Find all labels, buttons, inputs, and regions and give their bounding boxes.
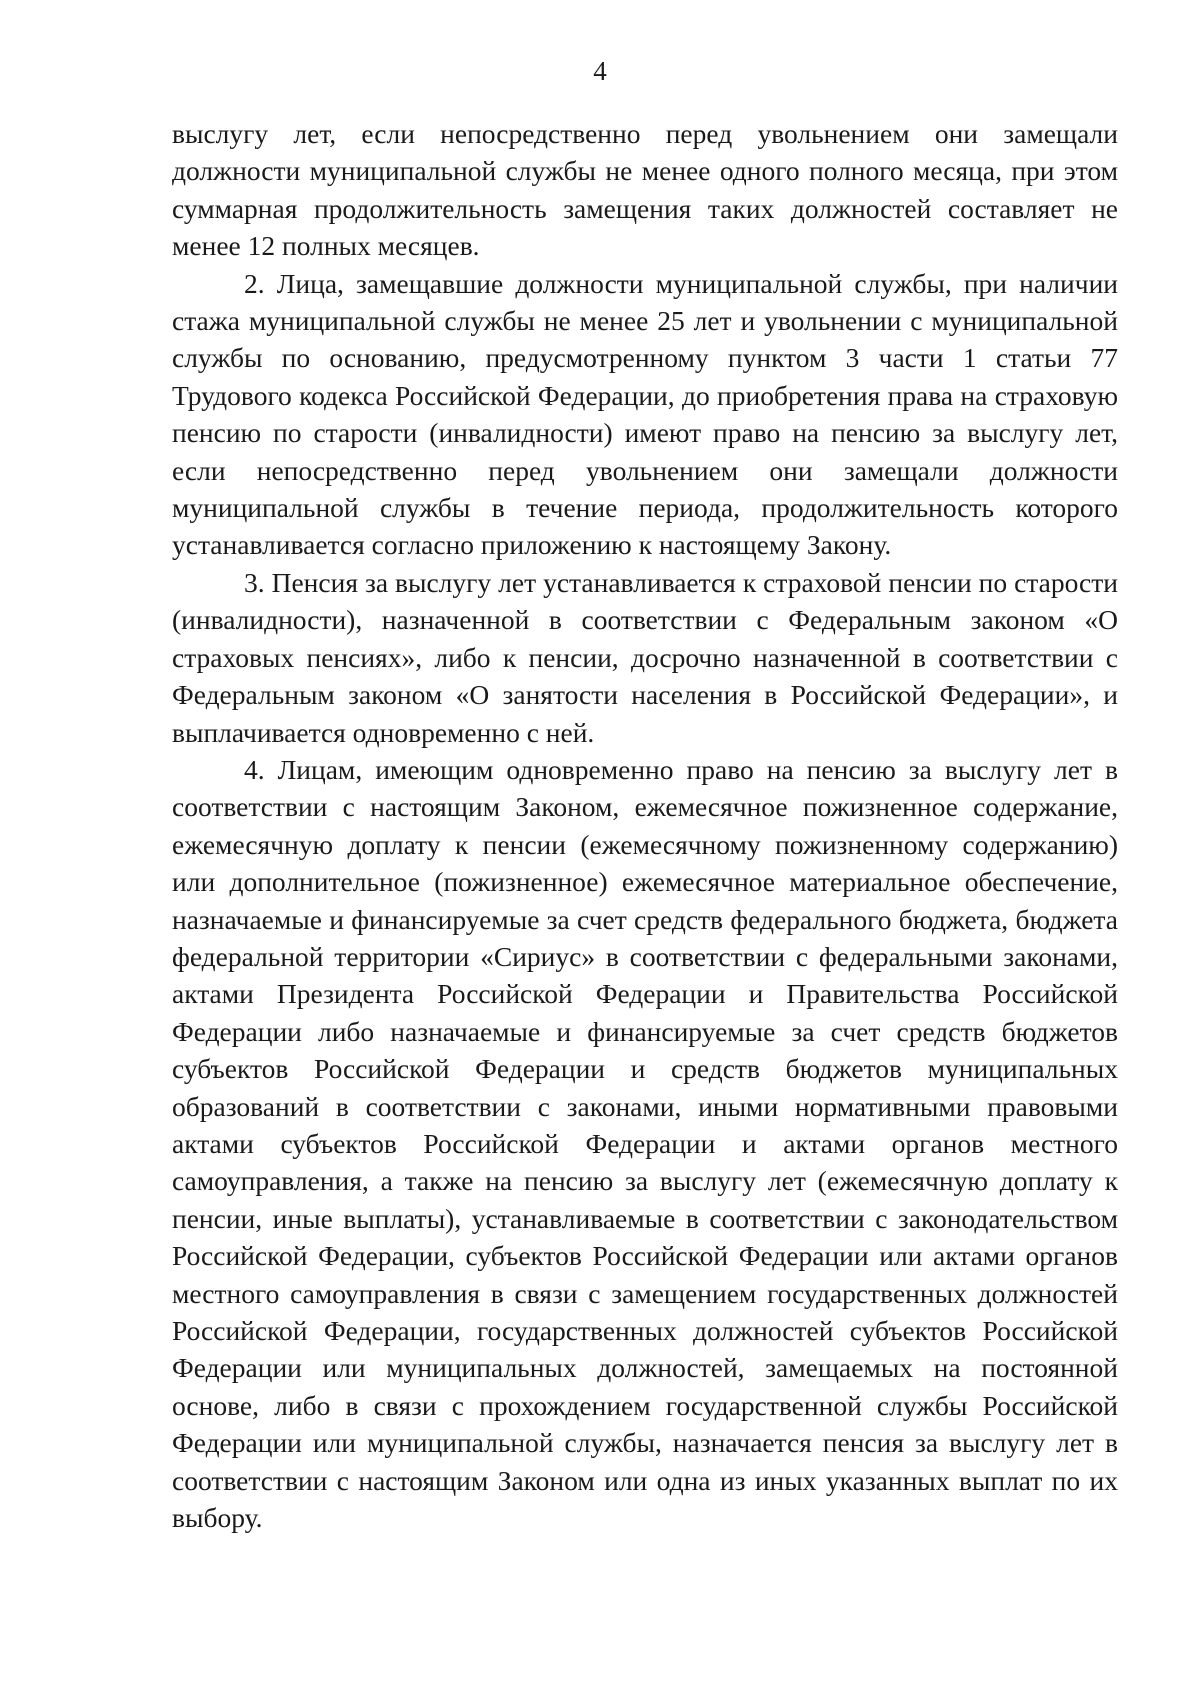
paragraph-item-2: 2. Лица, замещавшие должности муниципальной службы, при наличии стажа муниципальной службы не менее 25 лет и увольнении с муниципальной службы по основанию, предусмотренному пунктом 3 части 1 статьи 77 Трудового кодекса Российской Федерации, до приобретения права на страховую пенсию по старости (инвалидности) имеют право на пенсию за выслугу лет, если непосредственно перед увольнением они замещали должности муниципальной службы в течение периода, продолжительность которого устанавливается согласно приложению к настоящему Закону.	[172, 267, 1118, 561]
paragraph-item-3: 3. Пенсия за выслугу лет устанавливается к страховой пенсии по старости (инвалидности), назначенной в соответствии с Федеральным законом «О страховых пенсиях», либо к пенсии, досрочно назначенной в соответствии с Федеральным законом «О занятости населения в Российской Федерации», и выплачивается одновременно с ней.	[172, 566, 1118, 748]
document-body	[172, 115, 1118, 1536]
paragraph-item-4: 4. Лицам, имеющим одновременно право на пенсию за выслугу лет в соответствии с настоящим Законом, ежемесячное пожизненное содержание, ежемесячную доплату к пенсии (ежемесячному пожизненному содержанию) или дополнительное (пожизненное) ежемесячное материальное обеспечение, назначаемые и финансируемые за счет средств федерального бюджета, бюджета федеральной территории «Сириус» в соответствии с федеральными законами, актами Президента Российской Федерации и Правительства Российской Федерации либо назначаемые и финансируемые за счет средств бюджетов субъектов Российской Федерации и средств бюджетов муниципальных образований в соответствии с законами, иными нормативными правовыми актами субъектов Российской Федерации и актами органов местного самоуправления, а также на пенсию за выслугу лет (ежемесячную доплату к пенсии, иные выплаты), устанавливаемые в соответствии с законодательством Российской Федерации, субъектов Российской Федерации или актами органов местного самоуправления в связи с замещением государственных должностей Российской Федерации, государственных должностей субъектов Российской Федерации или муниципальных должностей, замещаемых на постоянной основе, либо в связи с прохождением государственной службы Российской Федерации или муниципальной службы, назначается пенсия за выслугу лет в соответствии с настоящим Законом или одна из иных указанных выплат по их выбору.	[172, 753, 1118, 1534]
paragraph-continuation: выслугу лет, если непосредственно перед увольнением они замещали должности муниципальной службы не менее одного полного месяца, при этом суммарная продолжительность замещения таких должностей составляет не менее 12 полных месяцев.	[172, 118, 1118, 262]
page-number: 4	[593, 56, 607, 86]
